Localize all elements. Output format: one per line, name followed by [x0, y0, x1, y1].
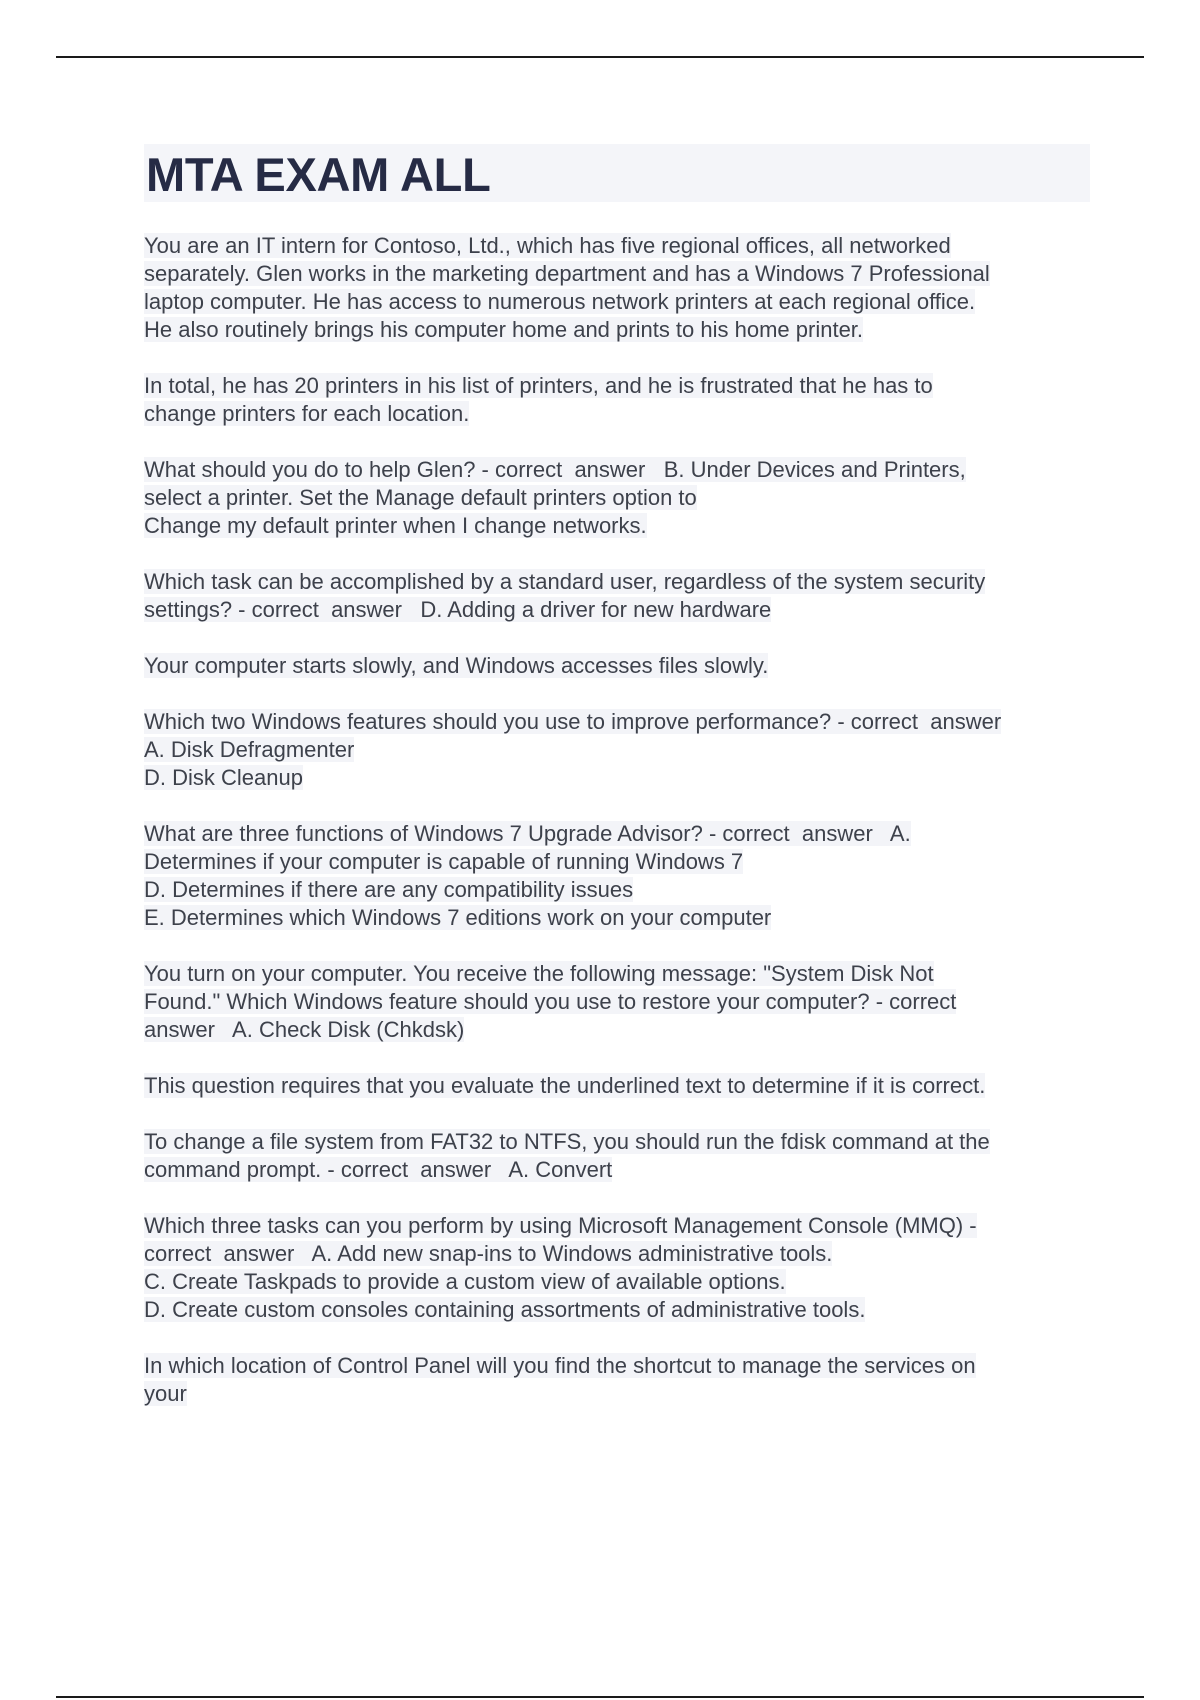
text-line: [144, 1156, 1090, 1184]
text-line: [144, 596, 1090, 624]
text-line-content: D. Determines if there are any compatibility issues: [144, 877, 634, 902]
text-line-content: You are an IT intern for Contoso, Ltd., which has five regional offices, all networked: [144, 233, 951, 258]
text-line-content: select a printer. Set the Manage default printers option to: [144, 485, 697, 510]
text-line: [144, 876, 1090, 904]
text-line-content: Determines if your computer is capable of running Windows 7: [144, 849, 744, 874]
title-banner: [144, 144, 1090, 202]
text-line: [144, 904, 1090, 932]
text-line: [144, 1072, 1090, 1100]
question-paragraph: [144, 652, 1090, 680]
text-line: [144, 372, 1090, 400]
text-line-content: Change my default printer when I change networks.: [144, 513, 647, 538]
question-paragraph: [144, 568, 1090, 624]
text-line-content: separately. Glen works in the marketing department and has a Windows 7 Professional: [144, 261, 990, 286]
text-line-content: Which task can be accomplished by a standard user, regardless of the system security: [144, 569, 986, 594]
text-line-content: laptop computer. He has access to numerous network printers at each regional office.: [144, 289, 976, 314]
text-line-content: A. Disk Defragmenter: [144, 737, 355, 762]
text-line-content: Which two Windows features should you use to improve performance? - correct answer: [144, 709, 1002, 734]
text-line-content: answer A. Check Disk (Chkdsk): [144, 1017, 465, 1042]
text-line-content: What should you do to help Glen? - correct answer B. Under Devices and Printers,: [144, 457, 966, 482]
text-line-content: You turn on your computer. You receive the following message: "System Disk Not: [144, 961, 934, 986]
text-line: [144, 1268, 1090, 1296]
document-body: [144, 144, 1090, 1436]
text-line-content: command prompt. - correct answer A. Convert: [144, 1157, 613, 1182]
text-line-content: C. Create Taskpads to provide a custom view of available options.: [144, 1269, 786, 1294]
text-line: [144, 708, 1090, 736]
text-line-content: To change a file system from FAT32 to NTFS, you should run the fdisk command at the: [144, 1129, 990, 1154]
text-line: [144, 1212, 1090, 1240]
question-list: [144, 232, 1090, 1408]
question-paragraph: [144, 960, 1090, 1044]
text-line-content: In which location of Control Panel will you find the shortcut to manage the services on: [144, 1353, 976, 1378]
question-paragraph: [144, 1072, 1090, 1100]
text-line-content: D. Create custom consoles containing assortments of administrative tools.: [144, 1297, 866, 1322]
text-line: [144, 1380, 1090, 1408]
text-line-content: What are three functions of Windows 7 Upgrade Advisor? - correct answer A.: [144, 821, 911, 846]
text-line-content: In total, he has 20 printers in his list of printers, and he is frustrated that he has to: [144, 373, 933, 398]
question-paragraph: [144, 1212, 1090, 1324]
text-line-content: He also routinely brings his computer home and prints to his home printer.: [144, 317, 864, 342]
question-paragraph: [144, 232, 1090, 344]
text-line: [144, 316, 1090, 344]
text-line: [144, 820, 1090, 848]
text-line: [144, 1240, 1090, 1268]
text-line: [144, 988, 1090, 1016]
text-line: [144, 260, 1090, 288]
text-line: [144, 1128, 1090, 1156]
text-line-content: your: [144, 1381, 187, 1406]
question-paragraph: [144, 708, 1090, 792]
question-paragraph: [144, 372, 1090, 428]
text-line: [144, 400, 1090, 428]
text-line: [144, 1016, 1090, 1044]
text-line: [144, 288, 1090, 316]
text-line: [144, 568, 1090, 596]
text-line: [144, 736, 1090, 764]
text-line-content: correct answer A. Add new snap-ins to Windows administrative tools.: [144, 1241, 833, 1266]
text-line: [144, 456, 1090, 484]
question-paragraph: [144, 1352, 1090, 1408]
text-line: [144, 1352, 1090, 1380]
text-line-content: Which three tasks can you perform by using Microsoft Management Console (MMQ) -: [144, 1213, 977, 1238]
text-line-content: This question requires that you evaluate the underlined text to determine if it is correct.: [144, 1073, 986, 1098]
question-paragraph: [144, 820, 1090, 932]
text-line: [144, 652, 1090, 680]
text-line-content: Found." Which Windows feature should you use to restore your computer? - correct: [144, 989, 957, 1014]
text-line: [144, 232, 1090, 260]
text-line: [144, 848, 1090, 876]
text-line-content: D. Disk Cleanup: [144, 765, 303, 790]
text-line-content: change printers for each location.: [144, 401, 470, 426]
text-line-content: Your computer starts slowly, and Windows accesses files slowly.: [144, 653, 769, 678]
text-line-content: settings? - correct answer D. Adding a driver for new hardware: [144, 597, 772, 622]
text-line-content: E. Determines which Windows 7 editions work on your computer: [144, 905, 772, 930]
footer-rule: [56, 1696, 1144, 1698]
document-title: MTA EXAM ALL: [146, 148, 491, 201]
text-line: [144, 484, 1090, 512]
header-rule: [56, 56, 1144, 58]
text-line: [144, 1296, 1090, 1324]
text-line: [144, 960, 1090, 988]
question-paragraph: [144, 1128, 1090, 1184]
text-line: [144, 512, 1090, 540]
question-paragraph: [144, 456, 1090, 540]
text-line: [144, 764, 1090, 792]
